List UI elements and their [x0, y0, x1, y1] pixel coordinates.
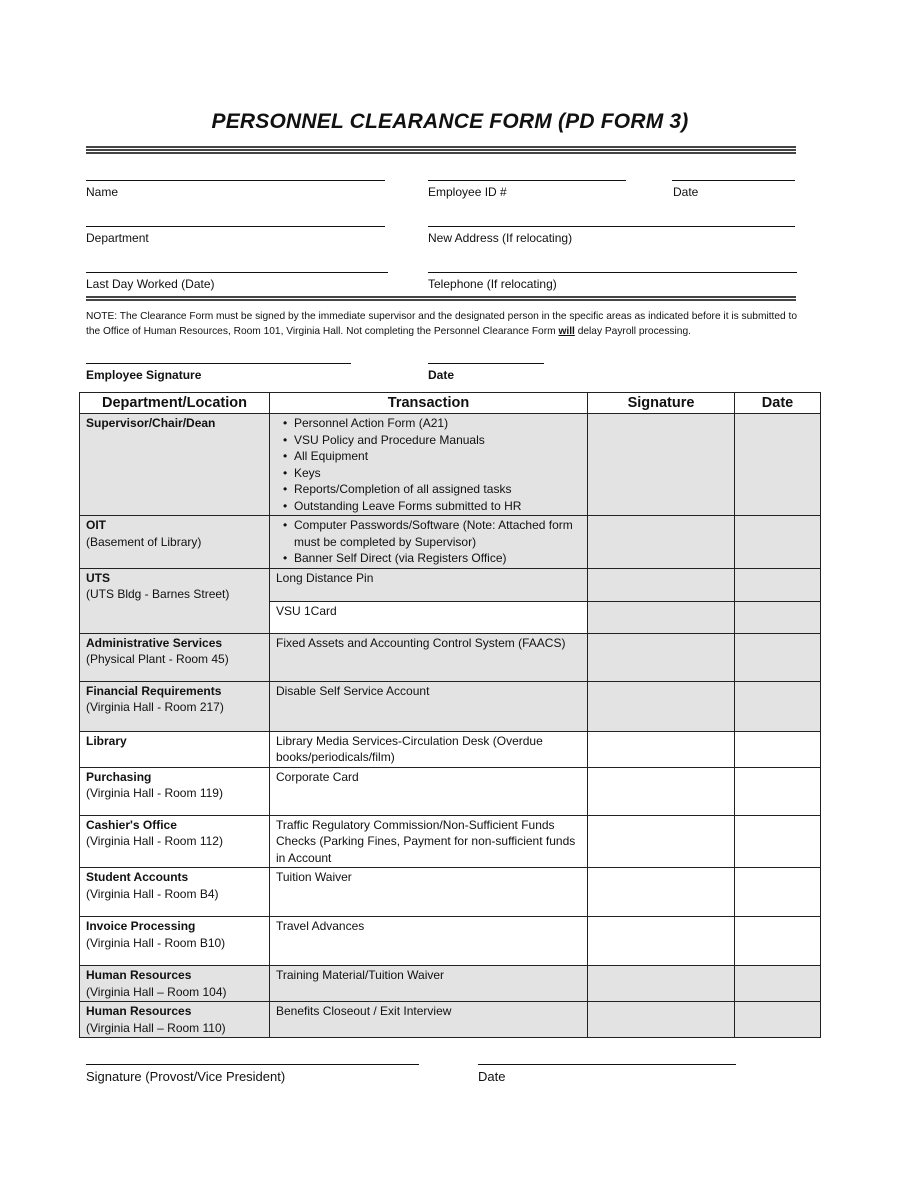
new-address-label: New Address (If relocating) [428, 231, 573, 245]
date-cell[interactable] [735, 414, 821, 516]
transaction-text: Library Media Services-Circulation Desk (Overdue books/periodicals/film) [276, 733, 543, 764]
dept-name: Financial Requirements [86, 683, 222, 698]
transaction-item: • All Equipment [294, 448, 581, 465]
dept-location: (Virginia Hall - Room B10) [86, 935, 226, 950]
dept-name: OIT [86, 518, 106, 532]
telephone-label: Telephone (If relocating) [428, 277, 557, 291]
date-cell[interactable] [735, 917, 821, 966]
date-cell[interactable] [735, 633, 821, 681]
date-cell[interactable] [735, 868, 821, 917]
last-day-label: Last Day Worked (Date) [86, 277, 215, 291]
dept-name: Student Accounts [86, 870, 189, 884]
dept-name: Supervisor/Chair/Dean [86, 416, 216, 430]
employee-id-line[interactable] [428, 180, 626, 181]
clearance-note [86, 309, 806, 339]
signature-cell[interactable] [588, 917, 735, 966]
dept-name: Cashier's Office [86, 817, 177, 832]
table-row [80, 767, 821, 815]
date-cell[interactable] [735, 681, 821, 731]
table-row [80, 966, 821, 1002]
table-row [80, 633, 821, 681]
transaction-item: • Computer Passwords/Software (Note: Attached form must be completed by Supervisor) [294, 517, 581, 550]
signature-cell[interactable] [588, 568, 735, 601]
date-cell[interactable] [735, 966, 821, 1002]
dept-name: Human Resources [86, 1004, 192, 1018]
dept-name: Administrative Services [86, 635, 223, 650]
table-row [80, 568, 821, 601]
dept-name: Human Resources [86, 968, 192, 982]
note-text-end: delay Payroll processing. [574, 326, 691, 337]
transaction-item: • Reports/Completion of all assigned tasks [294, 481, 581, 498]
dept-name: Purchasing [86, 769, 152, 784]
table-row [80, 1002, 821, 1038]
header-department: Department/Location [80, 393, 270, 414]
table-header [80, 393, 821, 414]
employee-signature-line[interactable] [86, 363, 351, 364]
form-title: PERSONNEL CLEARANCE FORM (PD FORM 3) [211, 110, 689, 133]
date-cell[interactable] [735, 767, 821, 815]
title-divider [86, 146, 796, 155]
signature-cell[interactable] [588, 516, 735, 569]
fields-divider [86, 296, 796, 302]
transaction-text: Training Material/Tuition Waiver [276, 968, 445, 982]
header-date: Date [735, 393, 821, 414]
dept-location: (Basement of Library) [86, 534, 202, 549]
employee-signature-label: Employee Signature [86, 368, 202, 382]
transaction-text: Tuition Waiver [276, 870, 352, 884]
dept-location: (Virginia Hall - Room 217) [86, 700, 224, 714]
dept-location: (Virginia Hall - Room B4) [86, 886, 219, 901]
dept-location: (Virginia Hall - Room 112) [86, 834, 223, 848]
dept-location: (Virginia Hall – Room 110) [86, 1020, 226, 1035]
employee-id-label: Employee ID # [428, 185, 507, 199]
date-cell[interactable] [735, 568, 821, 601]
transaction-item: • Outstanding Leave Forms submitted to HR [294, 498, 581, 515]
table-row [80, 868, 821, 917]
department-label: Department [86, 231, 149, 245]
dept-location: (UTS Bldg - Barnes Street) [86, 587, 230, 601]
transaction-text: Fixed Assets and Accounting Control System (FAACS) [276, 635, 566, 650]
table-row [80, 681, 821, 731]
employee-date-label: Date [428, 368, 455, 382]
transaction-item: • VSU Policy and Procedure Manuals [294, 432, 581, 449]
dept-name: UTS [86, 570, 110, 585]
header-signature: Signature [588, 393, 735, 414]
date-line[interactable] [672, 180, 795, 181]
clearance-table [79, 392, 821, 1038]
date-cell[interactable] [735, 1002, 821, 1038]
note-text: NOTE: The Clearance Form must be signed by the immediate supervisor and the designated person in the specific areas as indicated before it is submitted to the Office of Human Resources, Room 101, Virginia Hall. Not completing the Personnel Clearance Form [86, 311, 798, 337]
dept-location: (Virginia Hall - Room 119) [86, 786, 223, 800]
provost-date-line[interactable] [478, 1064, 736, 1065]
signature-cell[interactable] [588, 767, 735, 815]
employee-date-line[interactable] [428, 363, 544, 364]
signature-cell[interactable] [588, 731, 735, 767]
header-transaction: Transaction [270, 393, 588, 414]
signature-cell[interactable] [588, 1002, 735, 1038]
date-cell[interactable] [735, 516, 821, 569]
transaction-text: Long Distance Pin [276, 570, 374, 585]
signature-cell[interactable] [588, 414, 735, 516]
note-emphasis: will [558, 326, 575, 337]
date-cell[interactable] [735, 601, 821, 633]
provost-signature-label: Signature (Provost/Vice President) [86, 1069, 286, 1084]
transaction-text: Travel Advances [276, 919, 365, 933]
signature-cell[interactable] [588, 868, 735, 917]
table-row [80, 815, 821, 868]
signature-cell[interactable] [588, 633, 735, 681]
signature-cell[interactable] [588, 966, 735, 1002]
table-row [80, 917, 821, 966]
provost-date-label: Date [478, 1069, 506, 1084]
new-address-line[interactable] [428, 226, 795, 227]
signature-cell[interactable] [588, 815, 735, 868]
provost-signature-line[interactable] [86, 1064, 419, 1065]
date-label: Date [673, 185, 699, 199]
transaction-item: • Personnel Action Form (A21) [294, 415, 581, 432]
transaction-text: VSU 1Card [276, 603, 337, 618]
last-day-line[interactable] [86, 272, 388, 273]
date-cell[interactable] [735, 731, 821, 767]
transaction-text: Corporate Card [276, 769, 359, 784]
signature-cell[interactable] [588, 681, 735, 731]
dept-location: (Virginia Hall – Room 104) [86, 984, 227, 999]
transaction-text: Disable Self Service Account [276, 683, 430, 698]
table-row [80, 414, 821, 516]
date-cell[interactable] [735, 815, 821, 868]
table-row [80, 516, 821, 569]
transaction-text: Traffic Regulatory Commission/Non-Sufficient Funds Checks (Parking Fines, Payment for non-sufficient funds in Account [276, 817, 576, 865]
telephone-line[interactable] [428, 272, 797, 273]
dept-name: Library [86, 733, 127, 748]
dept-name: Invoice Processing [86, 919, 196, 933]
transaction-item: • Keys [294, 465, 581, 482]
dept-location: (Physical Plant - Room 45) [86, 652, 229, 666]
transaction-item: • Banner Self Direct (via Registers Office) [294, 550, 581, 567]
transaction-text: Benefits Closeout / Exit Interview [276, 1004, 452, 1018]
name-label: Name [86, 185, 119, 199]
name-line[interactable] [86, 180, 385, 181]
signature-cell[interactable] [588, 601, 735, 633]
table-row [80, 731, 821, 767]
department-line[interactable] [86, 226, 385, 227]
